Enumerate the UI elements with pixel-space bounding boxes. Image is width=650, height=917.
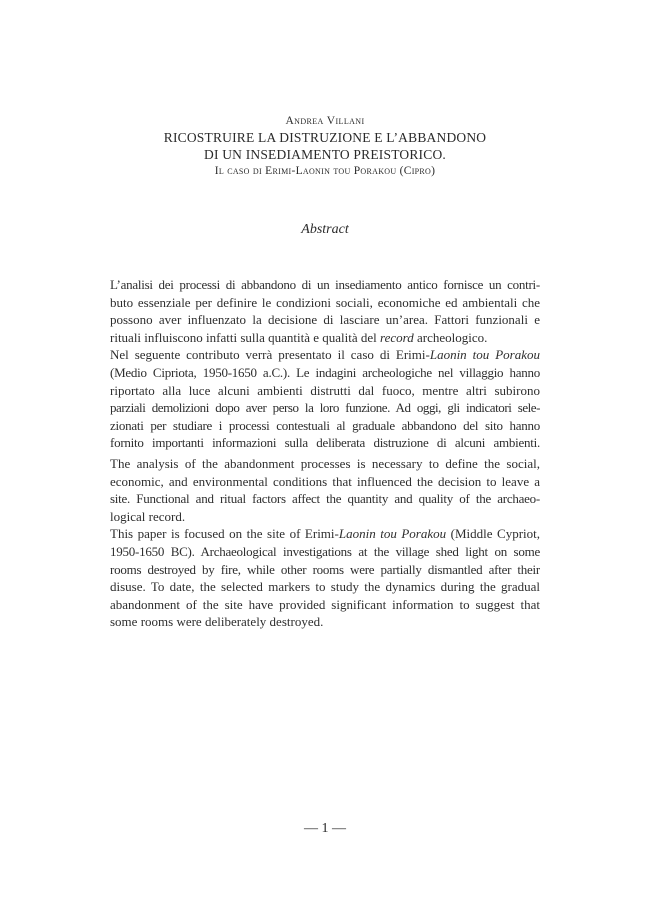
text-run: archeologico. [413, 329, 488, 345]
text-line: site. Functional and ritual factors affect the quantity and quality of the archaeo- [110, 491, 540, 507]
text-run: This paper is focused on the site of Erimi- [110, 526, 339, 542]
text-line: economic, and environmental conditions that influenced the decision to leave a [110, 473, 540, 489]
italic-site-name: Laonin tou Porakou [429, 347, 540, 363]
text-line [110, 329, 540, 347]
subtitle: Il caso di Erimi-Laonin tou Porakou (Cipro) [214, 165, 436, 177]
text-line: 1950-1650 BC). Archaeological investigations at the village shed light on some [110, 543, 540, 559]
author-name: Andrea Villani [285, 115, 365, 127]
text-line: parziali demolizioni dopo aver perso la loro funzione. Ad oggi, gli indicatori sele- [110, 400, 540, 416]
italic-site-name: Laonin tou Porakou [338, 526, 447, 542]
text-line: some rooms were deliberately destroyed. [110, 614, 324, 630]
text-run: rituali influiscono infatti sulla quantità e qualità del [110, 329, 381, 345]
text-run: Nel seguente contributo verrà presentato il caso di Erimi- [110, 347, 430, 363]
title-line-2: DI UN INSEDIAMENTO PREISTORICO. [204, 147, 446, 162]
text-line: buto essenziale per definire le condizioni sociali, economiche ed ambientali che [110, 294, 540, 310]
text-line: L’analisi dei processi di abbandono di un insediamento antico fornisce un contri- [110, 277, 540, 292]
text-line: (Medio Cipriota, 1950-1650 a.C.). Le indagini archeologiche nel villaggio hanno [110, 364, 540, 380]
title-line-1: RICOSTRUIRE LA DISTRUZIONE E L’ABBANDONO [163, 130, 487, 145]
text-line: The analysis of the abandonment processes is necessary to define the social, [110, 456, 540, 471]
text-line: fornito importanti informazioni sulla deliberata distruzione di alcuni ambienti. [110, 435, 540, 451]
abstract-italian [110, 276, 540, 452]
text-line: logical record. [110, 508, 186, 524]
text-line: riportato alla luce alcuni ambienti distrutti dal fuoco, mentre altri subirono [110, 382, 540, 398]
text-line [110, 346, 540, 364]
text-run: (Middle Cypriot, [446, 526, 540, 542]
text-line: zionati per studiare i processi contestuali al graduale abbandono del sito hanno [110, 417, 540, 433]
abstract-english [110, 455, 540, 631]
text-line: disuse. To date, the selected markers to study the dynamics during the gradual [110, 579, 540, 595]
text-line: possono aver influenzato la decisione di lasciare un’area. Fattori funzionali e [110, 312, 540, 328]
page-number: — 1 — [304, 821, 346, 836]
italic-term: record [380, 329, 414, 345]
text-line [110, 525, 540, 543]
article-header [0, 113, 650, 180]
abstract-heading: Abstract [301, 222, 349, 237]
text-line: abandonment of the site have provided significant information to suggest that [110, 596, 540, 612]
text-line: rooms destroyed by fire, while other rooms were partially dismantled after their [110, 561, 540, 577]
